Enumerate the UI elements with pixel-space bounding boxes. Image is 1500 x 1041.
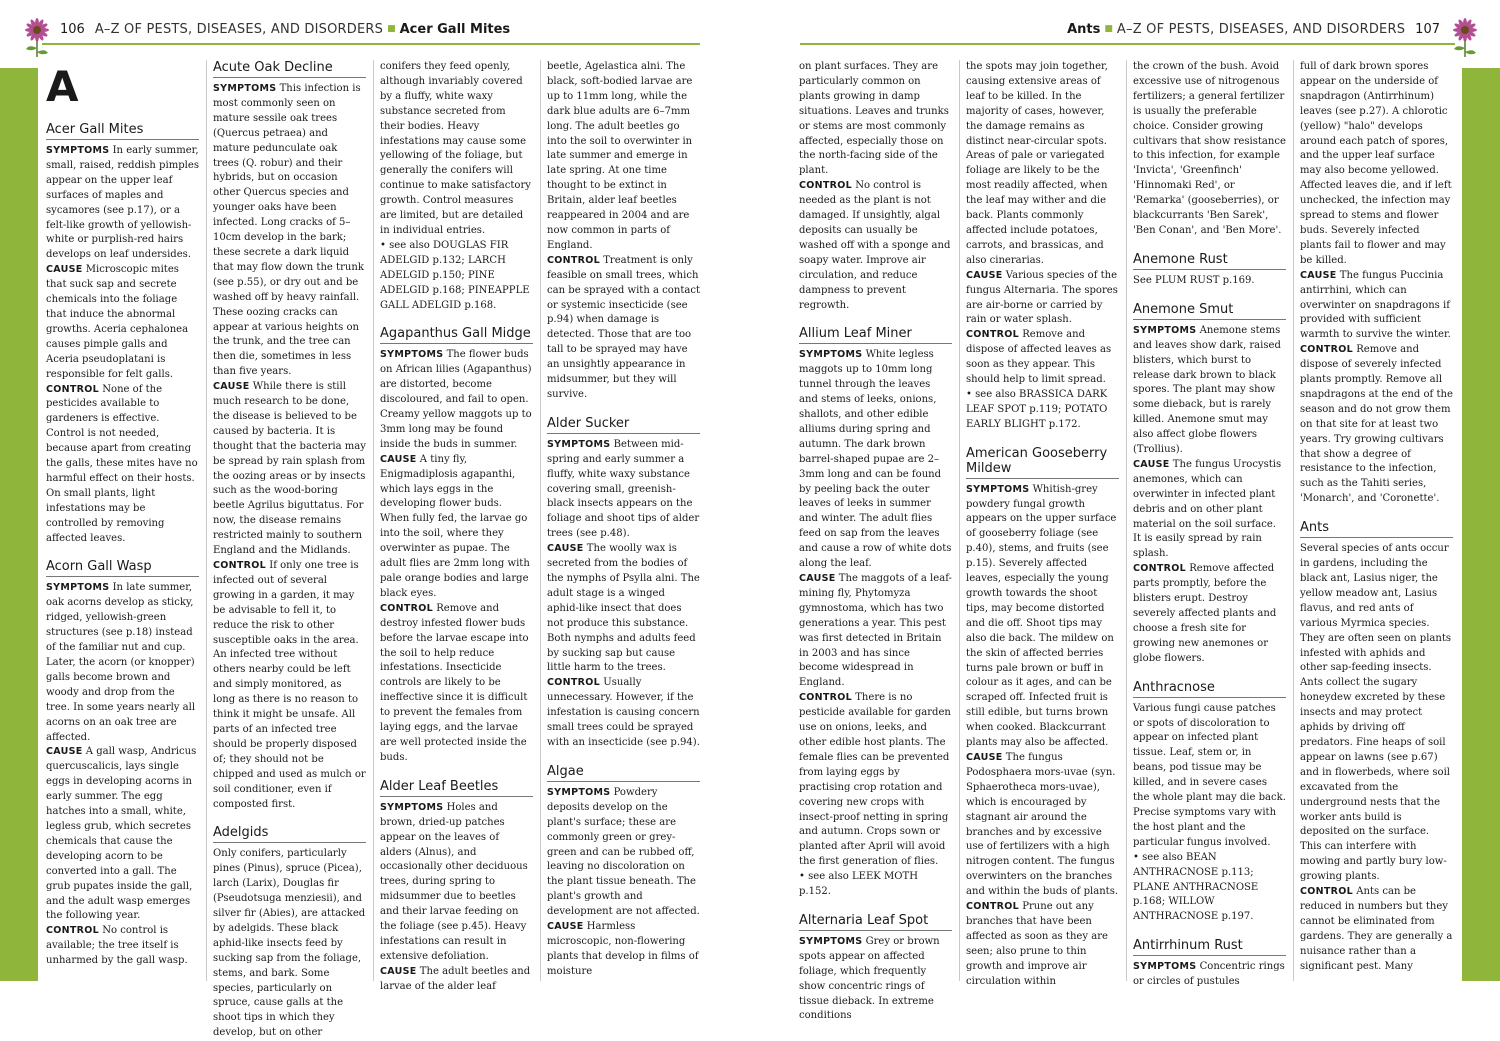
- body-paragraph: SYMPTOMS Holes and brown, dried-up patches appear on the leaves of alders (Alnus), and occasionally other deciduous trees, during spring to midsummer due to beetles and their larvae feeding on the foliage (see p.45). Heavy infestations can result in extensive defoliation.: [380, 801, 528, 962]
- paragraph-label: CONTROL: [1133, 563, 1187, 575]
- left-green-margin: [0, 68, 38, 981]
- paragraph-label: CAUSE: [213, 381, 250, 393]
- body-paragraph: CAUSE The adult beetles and larvae of the alder leaf: [380, 965, 531, 992]
- body-paragraph: • see also BRASSICA DARK LEAF SPOT p.119; POTATO EARLY BLIGHT p.172.: [966, 388, 1108, 430]
- body-paragraph: • see also LEEK MOTH p.152.: [799, 871, 918, 898]
- entry-heading: Acer Gall Mites: [46, 122, 199, 140]
- body-paragraph: CONTROL Remove affected parts promptly, before the blisters erupt. Destroy severely affected plants and choose a fresh site for growing new anemones or globe flowers.: [1133, 563, 1277, 664]
- body-paragraph: full of dark brown spores appear on the underside of snapdragon (Antirrhinum) leaves (see p.27). A chlorotic (yellow) "halo" develops around each patch of spores, and the upper leaf surface may also become yellowed. Affected leaves die, and if left unchecked, the infection may spread to stems and flower buds. Severely infected plants fail to flower and may be killed.: [1300, 61, 1452, 266]
- body-paragraph: CONTROL Treatment is only feasible on small trees, which can be sprayed with a contact or systemic insecticide (see p.94) when damage is detected. Those that are too tall to be sprayed may have an unsightly appearance in midsummer, but they will survive.: [547, 254, 701, 400]
- body-paragraph: CAUSE The maggots of a leaf-mining fly, Phytomyza gymnostoma, which has two generations a year. This pest was first detected in Britain in 2003 and has since become widespread in England.: [799, 573, 952, 689]
- body-paragraph: SYMPTOMS Powdery deposits develop on the plant's surface; these are commonly green or grey-green and can be rubbed off, leaving no discoloration on the plant tissue beneath. The plant's growth and development are not affected.: [547, 786, 700, 918]
- body-paragraph: CONTROL Usually unnecessary. However, if the infestation is causing concern small trees could be sprayed with an insecticide (see p.94).: [547, 677, 700, 748]
- paragraph-label: CAUSE: [46, 746, 83, 758]
- body-paragraph: CONTROL There is no pesticide available for garden use on onions, leeks, and other edible host plants. The female flies can be prevented from laying eggs by practising crop rotation and covering new crops with insect-proof netting in spring and autumn. Crops sown or planted after April will avoid the first generation of flies.: [799, 692, 951, 868]
- text-column-4: [547, 60, 700, 981]
- entry-heading: Alternaria Leaf Spot: [799, 913, 952, 931]
- entry-heading: Anemone Rust: [1133, 252, 1286, 270]
- body-paragraph: beetle, Agelastica alni. The black, soft-bodied larvae are up to 11mm long, while the dark blue adults are 6–7mm long. The adult beetles go into the soil to overwinter in late summer and emerge in late spring. At one time thought to be extinct in Britain, alder leaf beetles reappeared in 2004 and are now common in parts of England.: [547, 61, 693, 251]
- entry-heading: Acute Oak Decline: [213, 60, 366, 78]
- paragraph-label: SYMPTOMS: [1133, 324, 1197, 336]
- body-paragraph: SYMPTOMS White legless maggots up to 10mm long tunnel through the leaves and stems of leeks, onions, shallots, and other edible alliums during spring and autumn. The dark brown barrel-shaped pupae are 2–3mm long and can be found by peeling back the outer leaves of leeks in summer and winter. The adult flies feed on sap from the leaves and cause a row of white dots along the leaf.: [799, 349, 952, 570]
- body-paragraph: CAUSE The fungus Podosphaera mors-uvae (syn. Sphaerotheca mors-uvae), which is encouraged by stagnant air around the branches and by excessive use of fertilizers with a high nitrogen content. The fungus overwinters on the branches and within the buds of plants.: [966, 751, 1119, 898]
- paragraph-label: CONTROL: [799, 180, 853, 192]
- column-divider: [1126, 60, 1127, 981]
- square-bullet-icon: ■: [387, 24, 396, 34]
- body-paragraph: CAUSE A tiny fly, Enigmadiplosis agapanthi, which lays eggs in the developing flower buds. When fully fed, the larvae go into the soil, where they overwinter as pupae. The adult flies are 2mm long with pale orange bodies and large black eyes.: [380, 453, 530, 599]
- paragraph-label: CONTROL: [799, 692, 853, 704]
- body-paragraph: CAUSE Harmless microscopic, non-flowering plants that develop in films of moisture: [547, 921, 699, 977]
- body-paragraph: CONTROL None of the pesticides available to gardeners is effective. Control is not needed, because apart from creating the galls, these mites have no harmful effect on their hosts. On small plants, light infestations may be controlled by removing affected leaves.: [46, 383, 198, 544]
- page-number: 106: [60, 22, 85, 37]
- entry-heading: Alder Leaf Beetles: [380, 779, 533, 797]
- paragraph-label: SYMPTOMS: [46, 145, 110, 156]
- paragraph-label: CONTROL: [966, 901, 1020, 913]
- paragraph-label: CAUSE: [547, 543, 584, 555]
- column-divider: [206, 60, 207, 981]
- entry-title: Acer Gall Mites: [399, 22, 511, 37]
- body-paragraph: Only conifers, particularly pines (Pinus), spruce (Picea), larch (Larix), Douglas fir (Pseudotsuga menziesii), and silver fir (Abies), are attacked by adelgids. These black aphid-like insects feed by sucking sap from the foliage, stems, and bark. Some species, particularly on spruce, cause galls at the shoot tips in which they develop, but on other: [213, 848, 366, 1039]
- column-divider: [1293, 60, 1294, 981]
- text-column-1: [46, 60, 199, 981]
- body-paragraph: conifers they feed openly, although invariably covered by a fluffy, white waxy substance secreted from their bodies. Heavy infestations may cause some yellowing of the foliage, but generally the conifers will continue to make satisfactory growth. Control measures are limited, but are detailed in individual entries.: [380, 61, 531, 236]
- paragraph-label: SYMPTOMS: [966, 483, 1030, 495]
- body-paragraph: on plant surfaces. They are particularly common on plants growing in damp situations. Leaves and trunks or stems are most commonly affected, especially those on the north-facing side of the plant.: [799, 61, 949, 177]
- body-paragraph: the crown of the bush. Avoid excessive use of nitrogenous fertilizers; a general fertilizer is usually the preferable choice. Consider growing cultivars that show resistance to this infection, for example 'Invicta', 'Greenfinch' 'Hinnomaki Red', or 'Remarka' (gooseberries), or blackcurrants 'Ben Sarek', 'Ben Conan', and 'Ben More'.: [1133, 61, 1286, 236]
- body-paragraph: CONTROL Remove and dispose of affected leaves as soon as they appear. This should help to limit spread.: [966, 329, 1112, 386]
- paragraph-label: CONTROL: [46, 925, 100, 937]
- paragraph-label: CAUSE: [966, 751, 1003, 763]
- text-column-8: [1300, 60, 1453, 981]
- paragraph-label: CAUSE: [799, 573, 836, 584]
- body-paragraph: CONTROL No control is needed as the plant is not damaged. If unsightly, algal deposits can usually be washed off with a sponge and soapy water. Improve air circulation, and reduce dampness to prevent regrowth.: [799, 180, 951, 311]
- paragraph-label: CONTROL: [547, 254, 601, 266]
- page-number: 107: [1415, 22, 1440, 37]
- body-paragraph: SYMPTOMS Whitish-grey powdery fungal growth appears on the upper surface of gooseberry foliage (see p.40), stems, and fruits (see p.15). Severely affected leaves, especially the young growth towards the shoot tips, may become distorted and die off. Shoot tips may also die back. The mildew on the skin of affected berries turns pale brown or buff in colour as it ages, and can be scraped off. Infected fruit is still edible, but turns brown when cooked. Blackcurrant plants may also be affected.: [966, 483, 1117, 749]
- body-paragraph: CONTROL Remove and destroy infested flower buds before the larvae escape into the soil to help reduce infestations. Insecticide controls are likely to be ineffective since it is difficult to prevent the females from laying eggs, and the larvae are well protected inside the buds.: [380, 602, 529, 763]
- body-paragraph: CONTROL Prune out any branches that have been affected as soon as they are seen; also prune to thin growth and improve air circulation within: [966, 901, 1108, 987]
- column-divider: [373, 60, 374, 981]
- paragraph-label: SYMPTOMS: [1133, 961, 1197, 973]
- paragraph-label: CONTROL: [1300, 344, 1354, 356]
- column-divider: [959, 60, 960, 981]
- body-paragraph: CAUSE Microscopic mites that suck sap and secrete chemicals into the foliage that induce the abnormal growths. Aceria cephalonea causes pimple galls and Aceria pseudoplatani is responsible for felt galls.: [46, 264, 189, 380]
- entry-title: Ants: [1067, 22, 1101, 37]
- body-paragraph: Several species of ants occur in gardens, including the black ant, Lasius niger, the yellow meadow ant, Lasius flavus, and red ants of various Myrmica species. They are often seen on plants infested with aphids and other sap-feeding insects. Ants collect the sugary honeydew excreted by these insects and may protect aphids by driving off predators. Fine heaps of soil appear on lawns (see p.67) and in flowerbeds, where soil excavated from the underground nests that the worker ants build is deposited on the surface. This can interfere with mowing and partly bury low-growing plants.: [1300, 543, 1452, 883]
- body-paragraph: CAUSE A gall wasp, Andricus quercuscalicis, lays single eggs in developing acorns in early summer. The egg hatches into a small, white, legless grub, which secretes chemicals that cause the developing acorn to be converted into a gall. The grub pupates inside the gall, and the adult wasp emerges the following year.: [46, 746, 197, 922]
- paragraph-label: CAUSE: [1300, 269, 1337, 281]
- paragraph-label: SYMPTOMS: [213, 83, 277, 94]
- body-paragraph: CAUSE Various species of the fungus Alternaria. The spores are air-borne or carried by rain or water splash.: [966, 269, 1118, 326]
- paragraph-label: CAUSE: [1133, 458, 1170, 470]
- entry-heading: Ants: [1300, 520, 1453, 538]
- text-column-6: [966, 60, 1119, 987]
- entry-heading: Acorn Gall Wasp: [46, 559, 199, 577]
- text-column-3: [380, 60, 533, 992]
- text-column-7: [1133, 60, 1286, 988]
- paragraph-label: SYMPTOMS: [799, 349, 863, 361]
- body-paragraph: the spots may join together, causing extensive areas of leaf to be killed. In the majority of cases, however, the damage remains as distinct near-circular spots. Areas of pale or variegated foliage are likely to be the most readily affected, when the leaf may wither and die back. Plants commonly affected include potatoes, carrots, and brassicas, and also cinerarias.: [966, 61, 1108, 266]
- entry-heading: Antirrhinum Rust: [1133, 938, 1286, 956]
- body-paragraph: • see also DOUGLAS FIR ADELGID p.132; LARCH ADELGID p.150; PINE ADELGID p.168; PINEAPPLE GALL ADELGID p.168.: [380, 239, 530, 311]
- entry-heading: Anemone Smut: [1133, 302, 1286, 320]
- entry-heading: Algae: [547, 764, 700, 782]
- body-paragraph: SYMPTOMS This infection is most commonly seen on mature sessile oak trees (Quercus petraea) and mature pedunculate oak trees (Q. robur) and their hybrids, but on occasion other Quercus species and younger oaks have been infected. Long cracks of 5–10cm develop in the bark; these secrete a dark liquid that may flow down the trunk (see p.55), or dry out and be washed off by heavy rainfall. These oozing cracks can appear at various heights on the trunk, and the tree can then die, sometimes in less than five years.: [213, 83, 364, 378]
- body-paragraph: SYMPTOMS Between mid-spring and early summer a fluffy, white waxy substance covering small, greenish-black insects appears on the foliage and shoot tips of alder trees (see p.48).: [547, 438, 700, 540]
- paragraph-label: CAUSE: [46, 264, 83, 276]
- body-paragraph: CONTROL Remove and dispose of severely infected plants promptly. Remove all snapdragons at the end of the season and do not grow them on that site for at least two years. Try growing cultivars that show a degree of resistance to the infection, such as the Tahiti series, 'Monarch', and 'Coronette'.: [1300, 344, 1453, 505]
- body-paragraph: CONTROL If only one tree is infected out of several growing in a garden, it may be advisable to fell it, to reduce the risk to other susceptible oaks in the area. An infected tree without others nearby could be left and simply monitored, as long as there is no reason to think it might be unsafe. All parts of an infected tree should be properly disposed of; they should not be chipped and used as mulch or soil conditioner, even if composted first.: [213, 560, 366, 810]
- paragraph-label: SYMPTOMS: [799, 935, 863, 947]
- entry-heading: Agapanthus Gall Midge: [380, 326, 533, 344]
- section-letter: A: [46, 62, 79, 111]
- column-divider: [540, 60, 541, 981]
- paragraph-label: CONTROL: [547, 677, 601, 689]
- body-paragraph: • see also BEAN ANTHRACNOSE p.113; PLANE ANTHRACNOSE p.168; WILLOW ANTHRACNOSE p.197.: [1133, 851, 1259, 923]
- section-title: A–Z OF PESTS, DISEASES, AND DISORDERS: [94, 22, 384, 37]
- right-green-margin: [1462, 68, 1500, 981]
- paragraph-label: CONTROL: [966, 329, 1020, 341]
- entry-heading: Allium Leaf Miner: [799, 326, 952, 344]
- flower-icon: [20, 18, 54, 58]
- entry-heading: Adelgids: [213, 825, 366, 843]
- paragraph-label: CONTROL: [1300, 886, 1354, 898]
- body-paragraph: SYMPTOMS Anemone stems and leaves show dark, raised blisters, which burst to release dark brown to black spores. The plant may show some dieback, but is rarely killed. Anemone smut may also affect globe flowers (Trollius).: [1133, 324, 1281, 456]
- body-paragraph: CAUSE The fungus Urocystis anemones, which can overwinter in infected plant debris and on other plant material on the soil surface. It is easily spread by rain splash.: [1133, 458, 1282, 560]
- body-paragraph: Various fungi cause patches or spots of discoloration to appear on infected plant tissue. Leaf, stem or, in beans, pod tissue may be killed, and in severe cases the whole plant may die back. Precise symptoms vary with the host plant and the particular fungus involved.: [1133, 702, 1286, 848]
- body-paragraph: SYMPTOMS The flower buds on African lilies (Agapanthus) are distorted, become discoloured, and fail to open. Creamy yellow maggots up to 3mm long may be found inside the buds in summer.: [380, 349, 532, 450]
- paragraph-label: SYMPTOMS: [547, 438, 611, 450]
- body-paragraph: SYMPTOMS Concentric rings or circles of pustules: [1133, 961, 1285, 988]
- body-paragraph: CAUSE While there is still much research to be done, the disease is believed to be caused by bacteria. It is thought that the bacteria may be spread by rain splash from the oozing areas or by insects such as the wood-boring beetle Agrilus biguttatus. For now, the disease remains restricted mainly to southern England and the Midlands.: [213, 381, 366, 557]
- paragraph-label: CONTROL: [46, 383, 100, 395]
- body-paragraph: SYMPTOMS In early summer, small, raised, reddish pimples appear on the upper leaf surfaces of maples and sycamores (see p.17), or a felt-like growth of yellowish-white or purplish-red hairs develops on leaf undersides.: [46, 145, 199, 261]
- body-paragraph: CONTROL No control is available; the tree itself is unharmed by the gall wasp.: [46, 925, 188, 967]
- body-paragraph: CONTROL Ants can be reduced in numbers but they cannot be eliminated from gardens. They are generally a nuisance rather than a significant pest. Many: [1300, 886, 1453, 972]
- body-paragraph: CAUSE The fungus Puccinia antirrhini, which can overwinter on snapdragons if provided with sufficient warmth to survive the winter.: [1300, 269, 1451, 341]
- paragraph-label: SYMPTOMS: [380, 801, 444, 813]
- flower-icon: [1448, 18, 1482, 58]
- paragraph-label: SYMPTOMS: [380, 349, 444, 361]
- text-column-5: [799, 60, 952, 1022]
- paragraph-label: CAUSE: [380, 965, 417, 977]
- entry-heading: American Gooseberry Mildew: [966, 446, 1119, 479]
- entry-heading: Anthracnose: [1133, 680, 1286, 698]
- paragraph-label: CONTROL: [380, 602, 434, 614]
- paragraph-label: CAUSE: [966, 269, 1003, 281]
- body-paragraph: CAUSE The woolly wax is secreted from the bodies of the nymphs of Psylla alni. The adult stage is a winged aphid-like insect that does not produce this substance. Both nymphs and adults feed by sucking sap but cause little harm to the trees.: [547, 543, 700, 674]
- header-rule: [42, 43, 700, 45]
- paragraph-label: SYMPTOMS: [46, 582, 110, 594]
- body-paragraph: SYMPTOMS In late summer, oak acorns develop as sticky, ridged, yellowish-green structures (see p.18) instead of the familiar nut and cup. Later, the acorn (or knopper) galls become brown and woody and drop from the tree. In some years nearly all acorns on an oak tree are affected.: [46, 582, 196, 743]
- paragraph-label: SYMPTOMS: [547, 786, 611, 798]
- left-running-header: [60, 22, 700, 44]
- body-paragraph: SYMPTOMS Grey or brown spots appear on affected foliage, which frequently show concentric rings of tissue dieback. In extreme conditions: [799, 935, 940, 1022]
- paragraph-label: CONTROL: [213, 560, 267, 571]
- square-bullet-icon: ■: [1104, 24, 1113, 34]
- text-column-2: [213, 60, 366, 1039]
- entry-heading: Alder Sucker: [547, 416, 700, 434]
- body-paragraph: See PLUM RUST p.169.: [1133, 274, 1255, 286]
- header-rule: [800, 43, 1455, 45]
- right-running-header: [800, 22, 1440, 44]
- paragraph-label: CAUSE: [547, 921, 584, 933]
- paragraph-label: CAUSE: [380, 453, 417, 465]
- section-title: A–Z OF PESTS, DISEASES, AND DISORDERS: [1116, 22, 1406, 37]
